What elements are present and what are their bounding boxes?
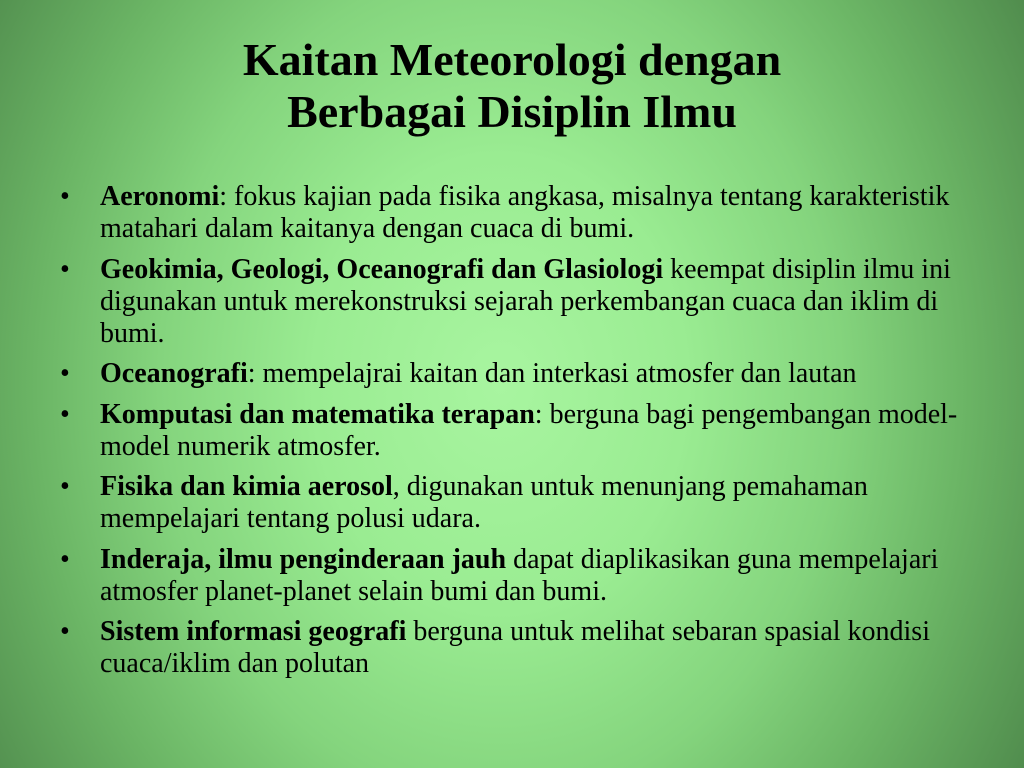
bullet-text: keempat disiplin ilmu ini digunakan untuk merekonstruksi sejarah perkembangan cuaca dan iklim di bumi.	[100, 253, 951, 349]
bullet-term: Inderaja, ilmu penginderaan jauh	[100, 543, 507, 575]
slide-title-line-1: Kaitan Meteorologi dengan	[242, 34, 782, 85]
bullet-dot: •	[60, 398, 70, 430]
bullet-term: Fisika dan kimia aerosol	[100, 471, 393, 502]
bullet-item-aerosol	[60, 471, 970, 535]
slide-title	[0, 34, 1024, 138]
bullet-dot: •	[60, 253, 70, 285]
bullet-term: Oceanografi	[100, 358, 248, 389]
bullet-item-sig	[60, 616, 970, 680]
bullet-text: : fokus kajian pada fisika angkasa, misalnya tentang karakteristik matahari dalam kaitanya dengan cuaca di bumi.	[100, 181, 950, 244]
bullet-term: Sistem informasi geografi	[100, 616, 407, 647]
bullet-item-aeronomi	[60, 181, 970, 245]
bullet-term: Geokimia, Geologi, Oceanografi dan Glasiologi	[100, 253, 664, 285]
bullet-dot: •	[60, 358, 70, 389]
bullet-text: , digunakan untuk menunjang pemahaman mempelajari tentang polusi udara.	[100, 471, 868, 534]
bullet-text: : berguna bagi pengembangan model-model numerik atmosfer.	[100, 398, 958, 462]
bullet-item-oceanografi	[60, 358, 970, 390]
bullet-list	[60, 181, 970, 689]
bullet-dot: •	[60, 543, 70, 575]
bullet-text: dapat diaplikasikan guna mempelajari atmosfer planet-planet selain bumi dan bumi.	[100, 543, 939, 607]
bullet-text: : mempelajrai kaitan dan interkasi atmosfer dan lautan	[247, 358, 857, 389]
bullet-term: Aeronomi	[100, 181, 220, 212]
bullet-item-komputasi	[60, 399, 970, 463]
bullet-text: berguna untuk melihat sebaran spasial kondisi cuaca/iklim dan polutan	[100, 616, 930, 679]
bullet-dot: •	[60, 616, 70, 647]
bullet-dot: •	[60, 181, 70, 212]
bullet-dot: •	[60, 471, 70, 502]
bullet-item-geokimia	[60, 254, 970, 350]
bullet-term: Komputasi dan matematika terapan	[100, 398, 535, 430]
bullet-item-inderaja	[60, 544, 970, 608]
slide-title-line-2: Berbagai Disiplin Ilmu	[287, 86, 737, 137]
